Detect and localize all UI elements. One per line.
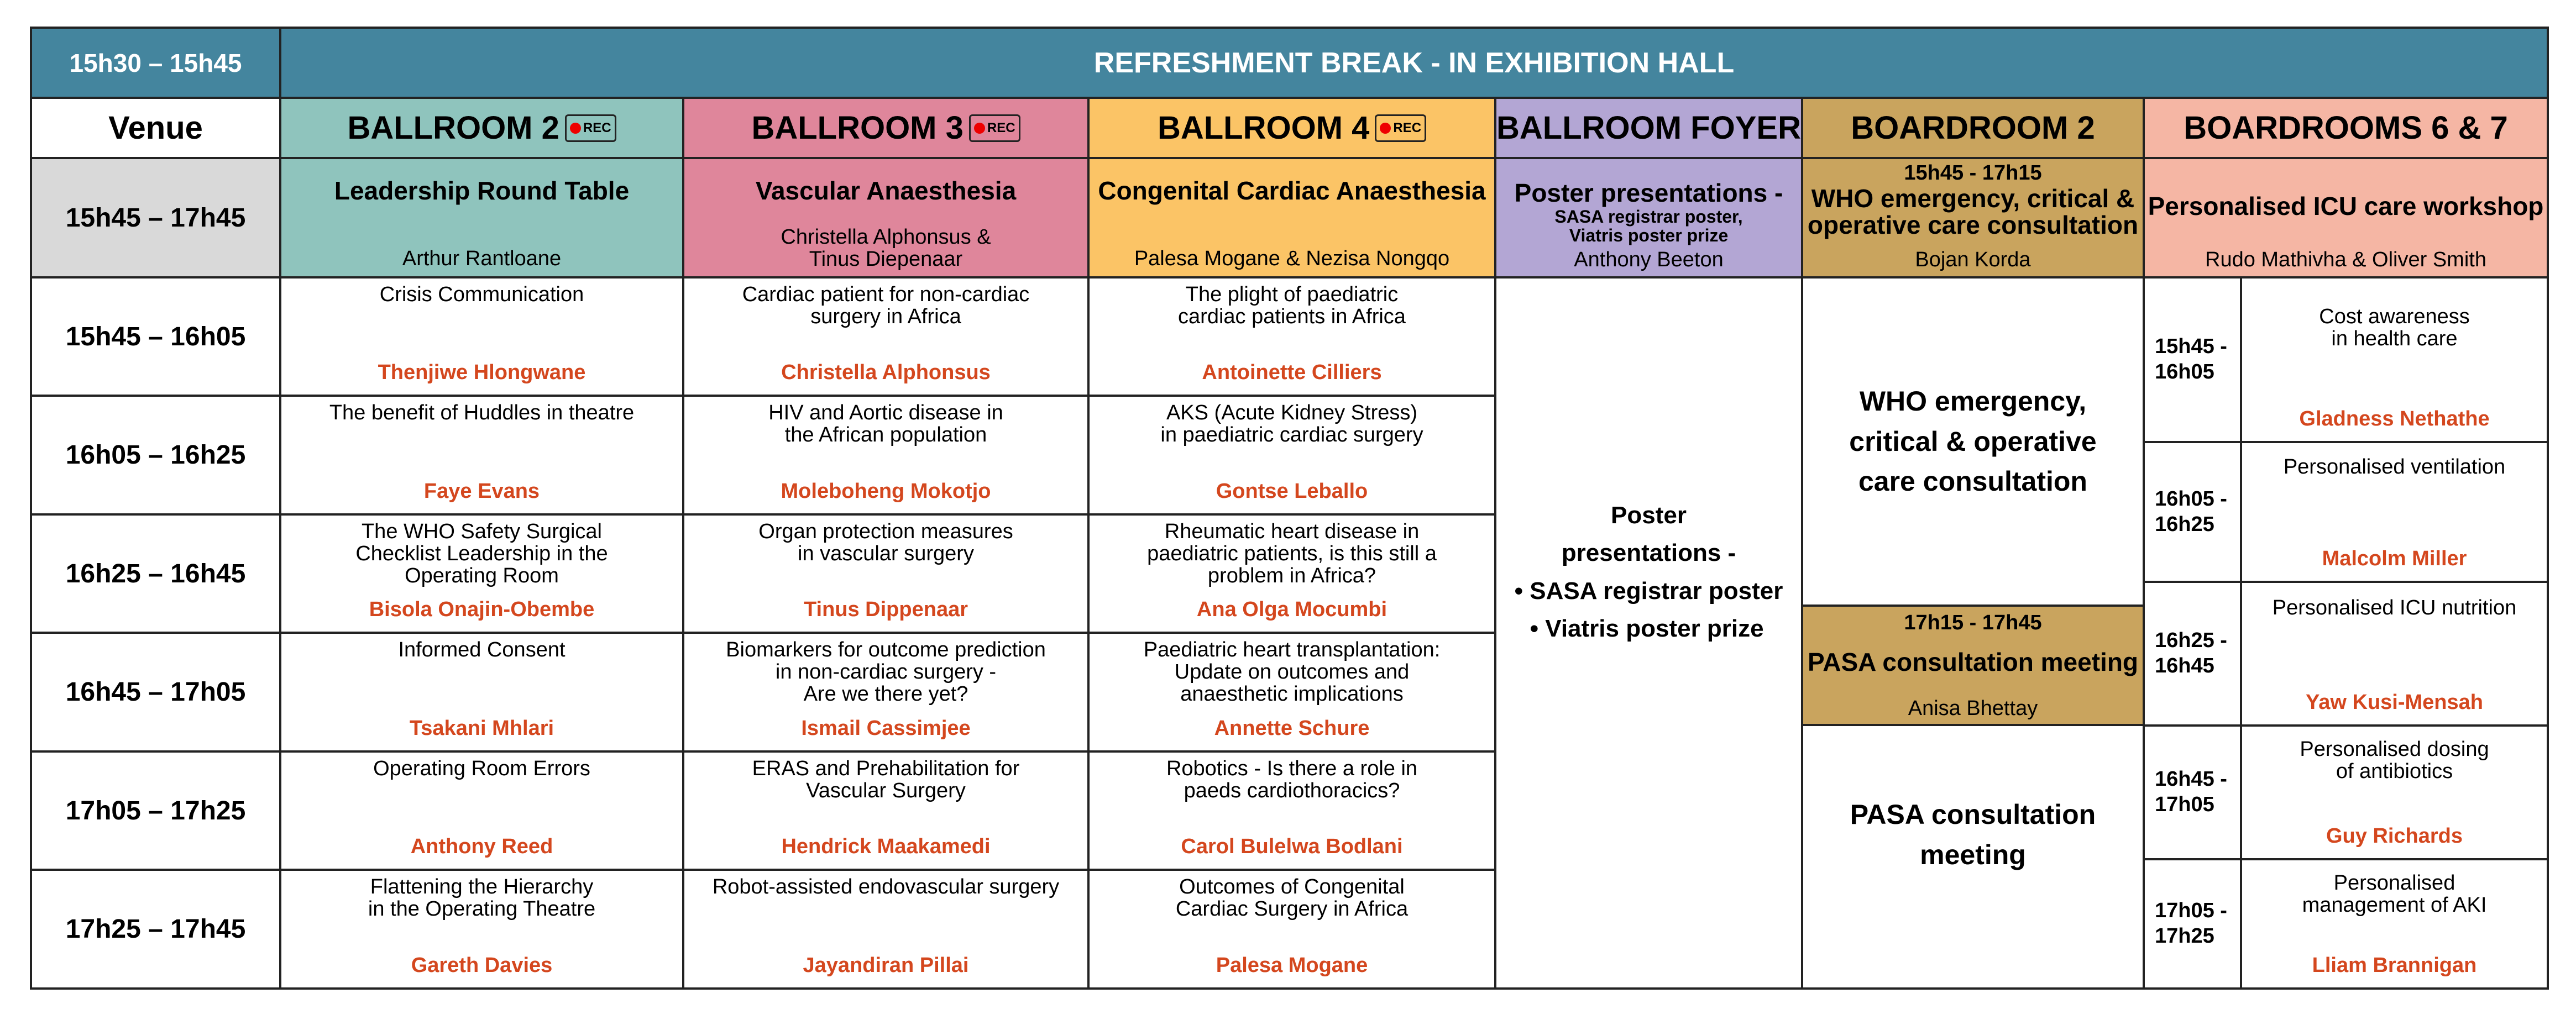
talk-title: The WHO Safety Surgical Checklist Leadership in the Operating Room [355,520,608,587]
who-consultation-block [1801,276,2145,607]
talk-speaker: Bisola Onajin-Obembe [369,598,595,621]
talk-speaker: Hendrick Maakamedi [781,835,991,858]
break-time-cell [30,27,281,99]
who-consultation-title: WHO emergency, critical & operative care consultation [1849,386,2097,497]
talk-speaker: Lliam Brannigan [2312,954,2477,977]
slot-time: 16h45 – 17h05 [65,677,246,707]
talk-title: Operating Room Errors [373,757,590,780]
talk-ballroom4-6 [1087,869,1496,990]
session-chair: Anthony Beeton [1574,248,1724,271]
talk-ballroom3-1 [682,276,1090,397]
talk-speaker: Tsakani Mhlari [409,717,554,740]
icu-slot-4-time [2143,724,2242,860]
session-ballroom-3 [682,157,1090,278]
pasa-session-header [1801,605,2145,726]
talk-title: Robot-assisted endovascular surgery [712,875,1060,898]
talk-speaker: Guy Richards [2326,824,2463,848]
talk-speaker: Malcolm Miller [2322,547,2467,570]
talk-ballroom3-5 [682,750,1090,871]
icu-slot-1-time [2143,276,2242,443]
talk-title: Cost awareness in health care [2319,305,2470,350]
talk-ballroom4-2 [1087,395,1496,516]
icu-time: 16h25 - 16h45 [2155,629,2227,677]
room-header-ballroom-4 [1087,97,1496,159]
room-name: BALLROOM 3 [751,110,964,146]
session-chair: Arthur Rantloane [402,247,562,270]
time-slot-4 [30,632,281,753]
talk-title: Rheumatic heart disease in paediatric patients, is this still a problem in Africa? [1147,520,1437,587]
room-name: BOARDROOMS 6 & 7 [2184,110,2508,146]
session-time: 15h45 – 17h45 [65,203,246,233]
pasa-consultation-block [1801,724,2145,990]
rec-label: REC [583,120,611,135]
poster-bullet-text: Viatris poster prize [1545,614,1764,642]
session-chair: Bojan Korda [1915,248,2031,271]
talk-ballroom2-2 [279,395,684,516]
talk-speaker: Anthony Reed [410,835,553,858]
talk-title: Robotics - Is there a role in paeds cardiothoracics? [1166,757,1418,802]
venue-header-cell [30,97,281,159]
session-title: Vascular Anaesthesia [755,176,1017,205]
room-name: BALLROOM 4 [1157,110,1370,146]
talk-title: Paediatric heart transplantation: Update on outcomes and anaesthetic implications [1143,638,1441,706]
talk-title: ERAS and Prehabilitation for Vascular Surgery [752,757,1020,802]
time-slot-6 [30,869,281,990]
icu-talk-2 [2240,441,2549,583]
icu-slot-5-time [2143,858,2242,990]
room-header-ballroom-foyer [1494,97,1803,159]
talk-speaker: Jayandiran Pillai [803,954,969,977]
room-header-ballroom-3 [682,97,1090,159]
talk-ballroom4-3 [1087,513,1496,634]
venue-label: Venue [108,110,203,146]
poster-bullet-2: • Viatris poster prize [1530,614,1764,642]
record-icon [570,123,581,134]
icu-time: 16h45 - 17h05 [2155,768,2227,816]
pasa-chair: Anisa Bhettay [1908,697,2038,720]
slot-time: 17h05 – 17h25 [65,796,246,826]
talk-speaker: Palesa Mogane [1216,954,1368,977]
talk-title: Organ protection measures in vascular surgery [758,520,1013,565]
talk-title: AKS (Acute Kidney Stress) in paediatric cardiac surgery [1160,401,1423,446]
talk-speaker: Faye Evans [423,480,540,503]
slot-time: 16h25 – 16h45 [65,559,246,588]
session-title: WHO emergency, critical & operative care consultation [1807,184,2139,240]
slot-time: 16h05 – 16h25 [65,440,246,470]
talk-speaker: Gontse Leballo [1216,480,1368,503]
talk-ballroom3-4 [682,632,1090,753]
talk-ballroom4-4 [1087,632,1496,753]
talk-speaker: Annette Schure [1214,717,1370,740]
pasa-time: 17h15 - 17h45 [1904,611,2042,634]
session-boardrooms-6-7 [2143,157,2549,278]
poster-presentations-block [1494,276,1803,990]
room-name: BALLROOM 2 [347,110,559,146]
talk-speaker: Thenjiwe Hlongwane [378,361,586,384]
recording-badge [565,114,616,142]
recording-badge [1375,114,1426,142]
session-subtitle: SASA registrar poster, Viatris poster prize [1554,207,1743,245]
break-time: 15h30 – 15h45 [69,48,242,77]
talk-title: Personalised management of AKI [2302,871,2487,917]
talk-title: The plight of paediatric cardiac patients in Africa [1178,283,1406,328]
poster-bullet-1: • SASA registrar poster [1514,577,1783,605]
talk-ballroom2-6 [279,869,684,990]
talk-title: Outcomes of Congenital Cardiac Surgery in Africa [1175,875,1409,921]
session-title: Poster presentations - [1514,178,1783,207]
talk-speaker: Ismail Cassimjee [801,717,971,740]
talk-speaker: Tinus Dippenaar [803,598,968,621]
room-header-boardroom-2 [1801,97,2145,159]
recording-badge [969,114,1020,142]
time-slot-5 [30,750,281,871]
talk-ballroom3-3 [682,513,1090,634]
rec-label: REC [1393,120,1422,135]
talk-speaker: Yaw Kusi-Mensah [2306,691,2483,714]
talk-title: Crisis Communication [379,283,584,306]
pasa-consultation-title: PASA consultation meeting [1850,799,2096,870]
talk-speaker: Moleboheng Mokotjo [781,480,991,503]
talk-ballroom4-5 [1087,750,1496,871]
talk-title: Personalised ICU nutrition [2272,596,2517,619]
record-icon [974,123,985,134]
session-title: Personalised ICU care workshop [2148,192,2544,220]
room-name: BALLROOM FOYER [1496,110,1801,146]
icu-talk-4 [2240,724,2549,860]
time-slot-2 [30,395,281,516]
talk-title: Biomarkers for outcome prediction in non-cardiac surgery - Are we there yet? [726,638,1046,706]
session-chair: Christella Alphonsus & Tinus Diepenaar [781,225,991,271]
session-ballroom-4 [1087,157,1496,278]
icu-talk-1 [2240,276,2549,443]
slot-time: 17h25 – 17h45 [65,914,246,944]
talk-speaker: Ana Olga Mocumbi [1196,598,1388,621]
room-name: BOARDROOM 2 [1851,110,2095,146]
icu-time: 16h05 - 16h25 [2155,487,2227,536]
talk-title: Flattening the Hierarchy in the Operating Theatre [368,875,596,921]
session-chair: Rudo Mathivha & Oliver Smith [2205,248,2486,271]
talk-speaker: Christella Alphonsus [781,361,991,384]
talk-title: Personalised dosing of antibiotics [2300,738,2489,783]
icu-time: 17h05 - 17h25 [2155,899,2227,948]
icu-slot-3-time [2143,581,2242,727]
room-header-ballroom-2 [279,97,684,159]
slot-time: 15h45 – 16h05 [65,322,246,351]
talk-ballroom3-6 [682,869,1090,990]
programme-grid [30,27,2549,990]
session-ballroom-foyer [1494,157,1803,278]
session-title: Leadership Round Table [334,176,630,205]
break-title: REFRESHMENT BREAK - IN EXHIBITION HALL [1093,46,1735,79]
talk-title: Informed Consent [398,638,566,661]
icu-slot-2-time [2143,441,2242,583]
session-boardroom-2 [1801,157,2145,278]
talk-title: Cardiac patient for non-cardiac surgery in Africa [742,283,1030,328]
rec-label: REC [987,120,1015,135]
talk-ballroom3-2 [682,395,1090,516]
poster-line-2: presentations - [1561,539,1736,567]
talk-title: The benefit of Huddles in theatre [329,401,635,424]
icu-time: 15h45 - 16h05 [2155,335,2227,383]
record-icon [1380,123,1391,134]
pasa-title: PASA consultation meeting [1807,648,2139,676]
room-header-boardrooms-6-7 [2143,97,2549,159]
talk-ballroom2-1 [279,276,684,397]
talk-speaker: Carol Bulelwa Bodlani [1181,835,1403,858]
poster-line-1: Poster [1611,502,1687,529]
break-title-cell [279,27,2549,99]
talk-title: HIV and Aortic disease in the African population [768,401,1003,446]
icu-talk-5 [2240,858,2549,990]
talk-ballroom2-3 [279,513,684,634]
session-time-cell [30,157,281,278]
time-slot-3 [30,513,281,634]
session-time: 15h45 - 17h15 [1904,161,2042,185]
session-chair: Palesa Mogane & Nezisa Nongqo [1134,247,1450,270]
talk-speaker: Gareth Davies [411,954,553,977]
talk-speaker: Gladness Nethathe [2299,407,2490,430]
session-title: Congenital Cardiac Anaesthesia [1098,176,1486,205]
talk-speaker: Antoinette Cilliers [1202,361,1382,384]
talk-ballroom2-4 [279,632,684,753]
talk-ballroom2-5 [279,750,684,871]
poster-bullet-text: SASA registrar poster [1530,577,1783,605]
session-ballroom-2 [279,157,684,278]
talk-ballroom4-1 [1087,276,1496,397]
talk-title: Personalised ventilation [2283,455,2506,479]
icu-talk-3 [2240,581,2549,727]
time-slot-1 [30,276,281,397]
